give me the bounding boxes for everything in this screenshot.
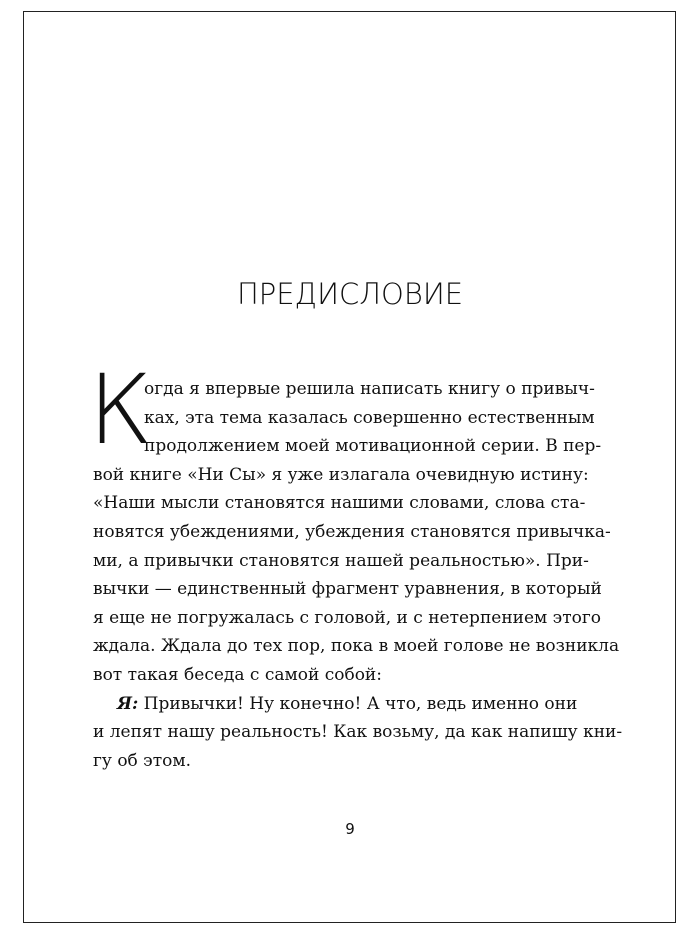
- text-line: «Наши мысли становятся нашими словами, слова ста-: [93, 493, 586, 514]
- text-line: ках, эта тема казалась совершенно естественным: [144, 407, 595, 428]
- chapter-title: ПРЕДИСЛОВИЕ: [236, 277, 464, 311]
- page-number: 9: [345, 820, 355, 838]
- text-line: вот такая беседа с самой собой:: [93, 664, 382, 685]
- drop-cap: К: [88, 354, 153, 466]
- text-line: новятся убеждениями, убеждения становятся привычка-: [93, 521, 611, 542]
- dialogue-text: Привычки! Ну конечно! А что, ведь именно они: [138, 693, 578, 714]
- text-line: ми, а привычки становятся нашей реальностью». При-: [93, 550, 589, 571]
- body-text: [93, 375, 623, 775]
- text-line: вой книге «Ни Сы» я уже излагала очевидную истину:: [93, 464, 589, 485]
- dialogue-line: [93, 690, 578, 719]
- speaker-label: Я:: [117, 693, 139, 714]
- text-line: ждала. Ждала до тех пор, пока в моей голове не возникла: [93, 636, 620, 657]
- text-line: я еще не погружалась с головой, и с нетерпением этого: [93, 607, 601, 628]
- text-line: огда я впервые решила написать книгу о привыч-: [144, 379, 595, 399]
- text-line: продолжением моей мотивационной серии. В пер-: [144, 436, 602, 457]
- text-line: вычки — единственный фрагмент уравнения, в который: [93, 579, 602, 600]
- text-line: гу об этом.: [93, 750, 191, 771]
- text-line: и лепят нашу реальность! Как возьму, да как напишу кни-: [93, 722, 623, 743]
